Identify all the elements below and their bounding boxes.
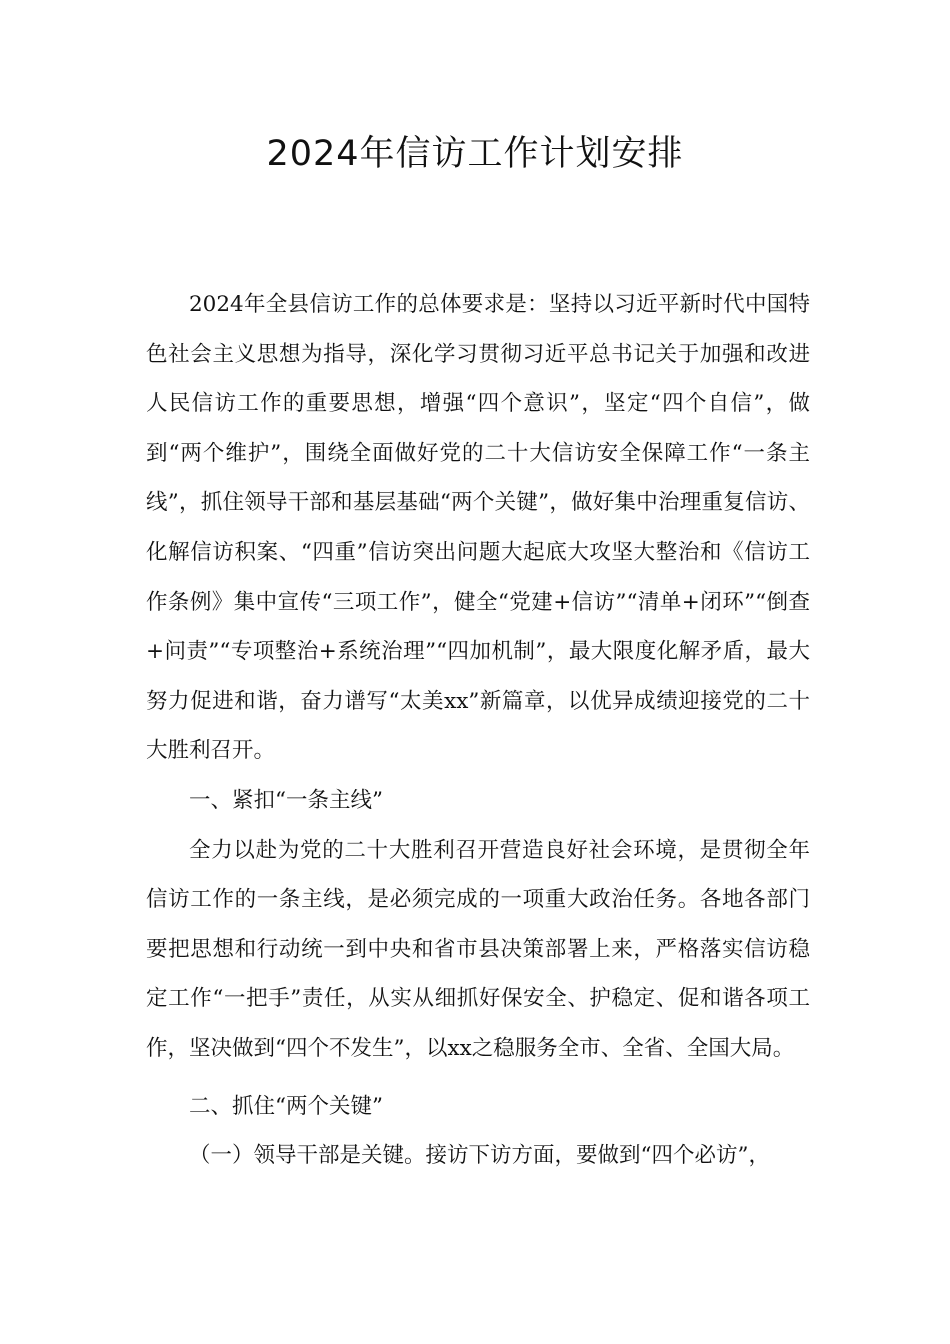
document-title: 2024年信访工作计划安排 xyxy=(266,134,684,174)
paragraph-section-2-item-1: （一）领导干部是关键。接访下访方面，要做到“四个必访”， xyxy=(189,1143,770,1169)
paragraph-section-1: 全力以赴为党的二十大胜利召开营造良好社会环境，是贯彻全年信访工作的一条主线，是必须完成的一项重大政治任务。各地各部门要把思想和行动统一到中央和省市县决策部署上来，严格落实信访稳定工作“一把手”责任，从实从细抓好保安全、护稳定、促和谐各项工作，坚决做到“四个不发生”，以xx之稳服务全市、全省、全国大局。 xyxy=(146,837,810,1061)
paragraph-intro: 2024年全县信访工作的总体要求是：坚持以习近平新时代中国特色社会主义思想为指导，深化学习贯彻习近平总书记关于加强和改进人民信访工作的重要思想，增强“四个意识”，坚定“四个自信”，做到“两个维护”，围绕全面做好党的二十大信访安全保障工作“一条主线”，抓住领导干部和基层基础“两个关键”，做好集中治理重复信访、化解信访积案、“四重”信访突出问题大起底大攻坚大整治和《信访工作条例》集中宣传“三项工作”，健全“党建+信访”“清单+闭环”“倒查+问责”“专项整治+系统治理”“四加机制”，最大限度化解矛盾，最大努力促进和谐，奋力谱写“太美xx”新篇章，以优异成绩迎接党的二十大胜利召开。 xyxy=(146,292,810,764)
section-heading-2: 二、抓住“两个关键” xyxy=(189,1093,383,1119)
document-body xyxy=(146,280,810,1181)
section-heading-1: 一、紧扣“一条主线” xyxy=(189,787,383,813)
